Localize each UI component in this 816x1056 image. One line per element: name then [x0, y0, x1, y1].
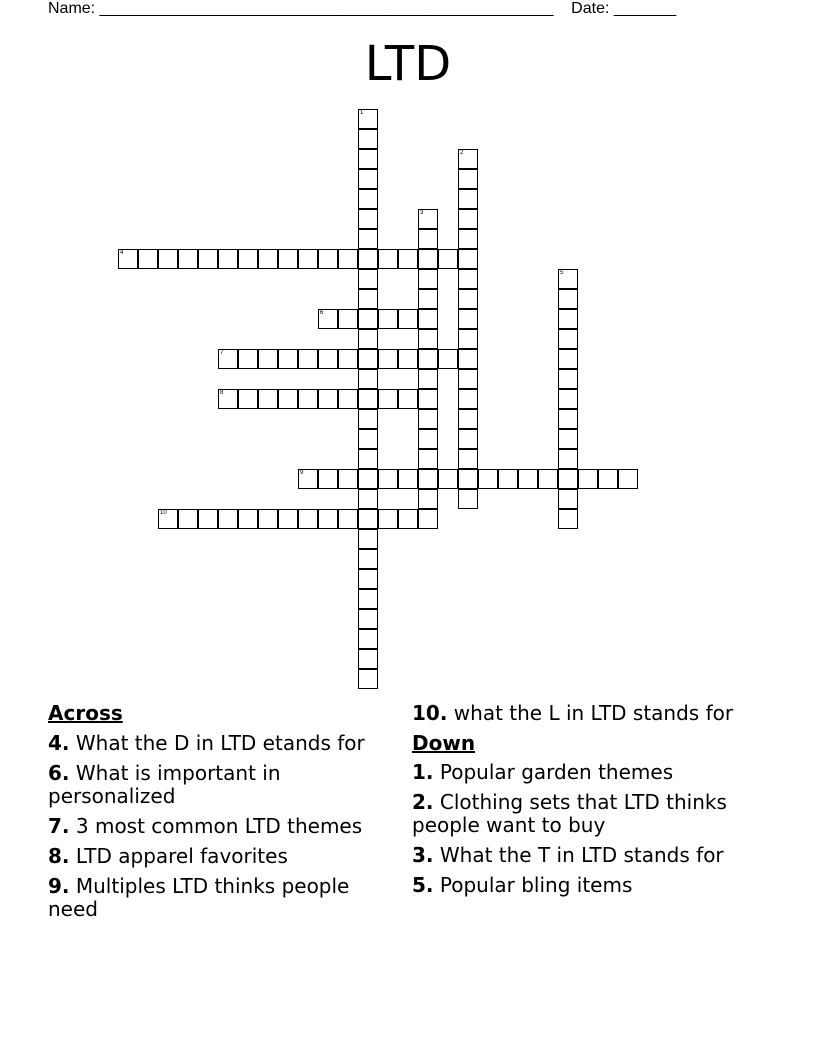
grid-cell[interactable] — [298, 509, 318, 529]
grid-cell[interactable] — [458, 229, 478, 249]
clue-number: 9. — [48, 874, 70, 898]
grid-cell[interactable] — [418, 469, 438, 489]
clue-number-label: 8 — [220, 390, 224, 396]
grid-cell[interactable] — [358, 349, 378, 369]
grid-cell[interactable] — [358, 629, 378, 649]
grid-cell[interactable] — [358, 329, 378, 349]
grid-cell[interactable] — [338, 309, 358, 329]
grid-cell[interactable] — [158, 249, 178, 269]
grid-cell[interactable] — [618, 469, 638, 489]
grid-cell[interactable] — [338, 349, 358, 369]
grid-cell[interactable] — [358, 649, 378, 669]
grid-cell[interactable] — [278, 389, 298, 409]
grid-cell[interactable] — [358, 369, 378, 389]
grid-cell[interactable] — [358, 109, 378, 129]
grid-cell[interactable] — [418, 289, 438, 309]
grid-cell[interactable] — [358, 269, 378, 289]
grid-cell[interactable] — [318, 509, 338, 529]
grid-cell[interactable] — [298, 249, 318, 269]
grid-cell[interactable] — [298, 349, 318, 369]
grid-cell[interactable] — [358, 569, 378, 589]
grid-cell[interactable] — [418, 369, 438, 389]
grid-cell[interactable] — [558, 389, 578, 409]
grid-cell[interactable] — [258, 249, 278, 269]
grid-cell[interactable] — [438, 469, 458, 489]
clue-text: Popular garden themes — [439, 760, 674, 784]
grid-cell[interactable] — [378, 469, 398, 489]
grid-cell[interactable] — [558, 409, 578, 429]
clue-number: 7. — [48, 814, 70, 838]
clue-text: What is important in personalized — [48, 761, 281, 808]
grid-cell[interactable] — [558, 269, 578, 289]
grid-cell[interactable] — [238, 349, 258, 369]
grid-cell[interactable] — [438, 349, 458, 369]
clue-number-label: 3 — [420, 210, 424, 216]
grid-cell[interactable] — [378, 249, 398, 269]
clue-number: 1. — [412, 760, 434, 784]
grid-cell[interactable] — [358, 669, 378, 689]
grid-cell[interactable] — [398, 309, 418, 329]
grid-cell[interactable] — [318, 349, 338, 369]
grid-cell[interactable] — [498, 469, 518, 489]
clue-number: 8. — [48, 844, 70, 868]
grid-cell[interactable] — [458, 189, 478, 209]
grid-cell[interactable] — [358, 209, 378, 229]
clue-number-label: 2 — [460, 150, 464, 156]
grid-cell[interactable] — [518, 469, 538, 489]
clue-text: What the D in LTD etands for — [75, 731, 365, 755]
grid-cell[interactable] — [458, 489, 478, 509]
puzzle-title: LTD — [364, 36, 452, 92]
clue-across-4 — [48, 732, 393, 755]
grid-cell[interactable] — [378, 309, 398, 329]
grid-cell[interactable] — [558, 349, 578, 369]
grid-cell[interactable] — [358, 469, 378, 489]
grid-cell[interactable] — [358, 429, 378, 449]
grid-cell[interactable] — [398, 249, 418, 269]
clue-down-2 — [412, 791, 772, 837]
grid-cell[interactable] — [358, 549, 378, 569]
clue-text: What the T in LTD stands for — [439, 843, 724, 867]
grid-cell[interactable] — [418, 509, 438, 529]
grid-cell[interactable] — [358, 389, 378, 409]
clue-number: 5. — [412, 873, 434, 897]
grid-cell[interactable] — [378, 349, 398, 369]
clue-number-label: 7 — [220, 350, 224, 356]
grid-cell[interactable] — [458, 389, 478, 409]
grid-cell[interactable] — [418, 309, 438, 329]
grid-cell[interactable] — [358, 529, 378, 549]
clues-column-right — [412, 702, 772, 904]
grid-cell[interactable] — [378, 509, 398, 529]
grid-cell[interactable] — [198, 509, 218, 529]
grid-cell[interactable] — [458, 309, 478, 329]
grid-cell[interactable] — [278, 509, 298, 529]
grid-cell[interactable] — [458, 469, 478, 489]
name-date-line: Name: ___________________________________________________ Date: _______ — [48, 0, 677, 17]
grid-cell[interactable] — [558, 509, 578, 529]
grid-cell[interactable] — [418, 249, 438, 269]
clue-number-label: 9 — [300, 470, 304, 476]
grid-cell[interactable] — [458, 349, 478, 369]
grid-cell[interactable] — [458, 369, 478, 389]
clue-number: 10. — [412, 701, 448, 725]
grid-cell[interactable] — [358, 249, 378, 269]
grid-cell[interactable] — [418, 329, 438, 349]
grid-cell[interactable] — [198, 249, 218, 269]
grid-cell[interactable] — [258, 509, 278, 529]
grid-cell[interactable] — [278, 249, 298, 269]
grid-cell[interactable] — [418, 389, 438, 409]
clue-text: Clothing sets that LTD thinks people want to buy — [412, 790, 727, 837]
grid-cell[interactable] — [338, 509, 358, 529]
clue-down-3 — [412, 844, 772, 867]
grid-cell[interactable] — [358, 449, 378, 469]
grid-cell[interactable] — [558, 289, 578, 309]
grid-cell[interactable] — [558, 469, 578, 489]
grid-cell[interactable] — [338, 249, 358, 269]
grid-cell[interactable] — [418, 349, 438, 369]
clue-across-7 — [48, 815, 393, 838]
grid-cell[interactable] — [158, 509, 178, 529]
grid-cell[interactable] — [118, 249, 138, 269]
clue-number: 4. — [48, 731, 70, 755]
grid-cell[interactable] — [558, 429, 578, 449]
clue-across-8 — [48, 845, 393, 868]
grid-cell[interactable] — [458, 409, 478, 429]
grid-cell[interactable] — [358, 149, 378, 169]
grid-cell[interactable] — [418, 209, 438, 229]
clue-number-label: 6 — [320, 310, 324, 316]
clue-text: 3 most common LTD themes — [75, 814, 363, 838]
grid-cell[interactable] — [298, 389, 318, 409]
down-heading: Down — [412, 731, 476, 755]
grid-cell[interactable] — [178, 509, 198, 529]
grid-cell[interactable] — [318, 309, 338, 329]
clue-text: what the L in LTD stands for — [453, 701, 734, 725]
grid-cell[interactable] — [418, 229, 438, 249]
clue-text: Popular bling items — [439, 873, 633, 897]
grid-cell[interactable] — [438, 249, 458, 269]
grid-cell[interactable] — [558, 309, 578, 329]
clue-down-5 — [412, 874, 772, 897]
clue-number-label: 1 — [360, 110, 364, 116]
clue-across-10 — [412, 702, 772, 725]
grid-cell[interactable] — [398, 349, 418, 369]
grid-cell[interactable] — [318, 469, 338, 489]
grid-cell[interactable] — [258, 349, 278, 369]
grid-cell[interactable] — [418, 409, 438, 429]
grid-cell[interactable] — [138, 249, 158, 269]
grid-cell[interactable] — [458, 429, 478, 449]
grid-cell[interactable] — [458, 209, 478, 229]
clue-across-9 — [48, 875, 393, 921]
grid-cell[interactable] — [338, 469, 358, 489]
grid-cell[interactable] — [218, 349, 238, 369]
grid-cell[interactable] — [358, 609, 378, 629]
clue-number-label: 10 — [160, 510, 167, 516]
grid-cell[interactable] — [558, 489, 578, 509]
grid-cell[interactable] — [218, 389, 238, 409]
grid-cell[interactable] — [458, 249, 478, 269]
grid-cell[interactable] — [458, 449, 478, 469]
grid-cell[interactable] — [458, 289, 478, 309]
clue-number: 6. — [48, 761, 70, 785]
clue-number: 2. — [412, 790, 434, 814]
grid-cell[interactable] — [558, 449, 578, 469]
clue-number-label: 4 — [120, 250, 124, 256]
grid-cell[interactable] — [278, 349, 298, 369]
grid-cell[interactable] — [318, 389, 338, 409]
grid-cell[interactable] — [238, 389, 258, 409]
grid-cell[interactable] — [378, 389, 398, 409]
grid-cell[interactable] — [358, 509, 378, 529]
grid-cell[interactable] — [358, 409, 378, 429]
grid-cell[interactable] — [358, 129, 378, 149]
grid-cell[interactable] — [358, 489, 378, 509]
grid-cell[interactable] — [558, 369, 578, 389]
grid-cell[interactable] — [398, 389, 418, 409]
grid-cell[interactable] — [358, 169, 378, 189]
grid-cell[interactable] — [398, 509, 418, 529]
grid-cell[interactable] — [458, 169, 478, 189]
across-heading: Across — [48, 701, 123, 725]
grid-cell[interactable] — [478, 469, 498, 489]
grid-cell[interactable] — [418, 269, 438, 289]
grid-cell[interactable] — [598, 469, 618, 489]
grid-cell[interactable] — [558, 329, 578, 349]
clue-text: LTD apparel favorites — [75, 844, 288, 868]
grid-cell[interactable] — [578, 469, 598, 489]
clue-number-label: 5 — [560, 270, 564, 276]
grid-cell[interactable] — [458, 149, 478, 169]
clues-column-left — [48, 702, 393, 928]
clue-text: Multiples LTD thinks people need — [48, 874, 350, 921]
grid-cell[interactable] — [218, 509, 238, 529]
grid-cell[interactable] — [238, 509, 258, 529]
grid-cell[interactable] — [338, 389, 358, 409]
grid-cell[interactable] — [418, 489, 438, 509]
grid-cell[interactable] — [178, 249, 198, 269]
grid-cell[interactable] — [418, 449, 438, 469]
clue-across-6 — [48, 762, 393, 808]
grid-cell[interactable] — [538, 469, 558, 489]
grid-cell[interactable] — [238, 249, 258, 269]
grid-cell[interactable] — [258, 389, 278, 409]
grid-cell[interactable] — [358, 229, 378, 249]
grid-cell[interactable] — [418, 429, 438, 449]
grid-cell[interactable] — [318, 249, 338, 269]
grid-cell[interactable] — [358, 289, 378, 309]
grid-cell[interactable] — [398, 469, 418, 489]
grid-cell[interactable] — [458, 329, 478, 349]
grid-cell[interactable] — [358, 589, 378, 609]
grid-cell[interactable] — [298, 469, 318, 489]
clue-number: 3. — [412, 843, 434, 867]
clue-down-1 — [412, 761, 772, 784]
grid-cell[interactable] — [358, 189, 378, 209]
grid-cell[interactable] — [458, 269, 478, 289]
grid-cell[interactable] — [218, 249, 238, 269]
grid-cell[interactable] — [358, 309, 378, 329]
